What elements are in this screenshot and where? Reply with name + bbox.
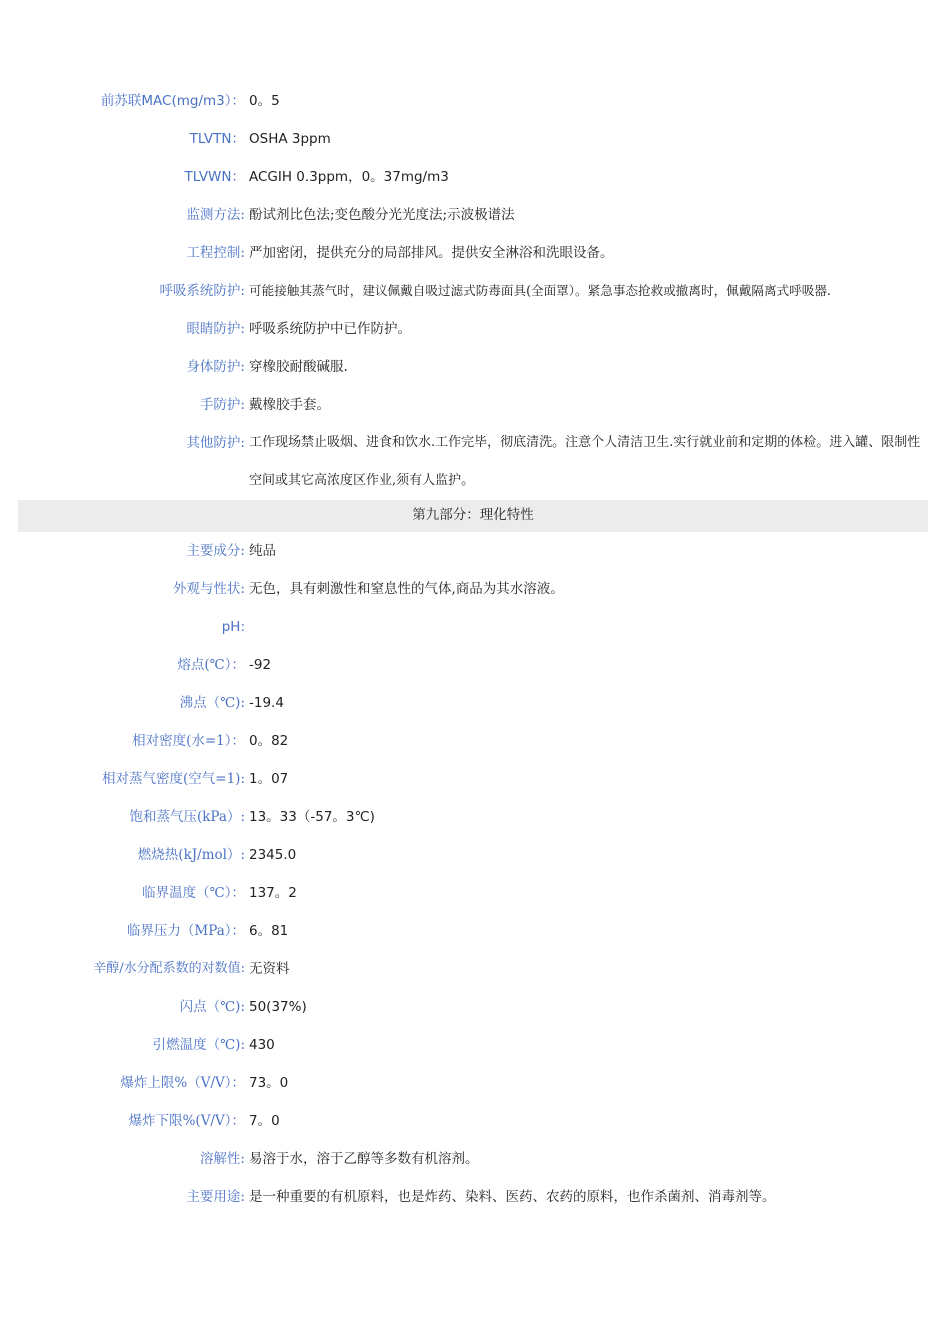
field-value: 工作现场禁止吸烟、进食和饮水.工作完毕，彻底清洗。注意个人清洁卫生.实行就业前和定期的体检。进入罐、限制性空间或其它高浓度区作业,须有人监护。: [249, 435, 921, 488]
field-label: 燃烧热(kJ/mol）:: [137, 847, 245, 863]
row-tlvtn: [18, 120, 928, 158]
field-value: 0。82: [249, 733, 289, 749]
row-boiling-point: [18, 684, 928, 722]
msds-document: [18, 82, 928, 1216]
field-value: 137。2: [249, 885, 297, 901]
row-ignition-temperature: [18, 1026, 928, 1064]
field-label: 相对蒸气密度(空气=1):: [102, 771, 245, 787]
row-vapor-pressure: [18, 798, 928, 836]
row-tlvwn: [18, 158, 928, 196]
field-label: 主要成分:: [186, 543, 245, 559]
field-value: 0。5: [249, 93, 280, 109]
field-label: 眼睛防护:: [186, 321, 245, 337]
field-value: -19.4: [249, 695, 284, 711]
field-value: 可能接触其蒸气时，建议佩戴自吸过滤式防毒面具(全面罩）。紧急事态抢救或撤离时，佩戴隔离式呼吸器.: [249, 283, 831, 298]
field-value: OSHA 3ppm: [249, 131, 331, 147]
row-ph: [18, 608, 928, 646]
row-engineering-control: [18, 234, 928, 272]
field-value: -92: [249, 657, 272, 673]
row-mac: [18, 82, 928, 120]
row-eye-protection: [18, 310, 928, 348]
row-critical-pressure: [18, 912, 928, 950]
field-label: 相对密度(水=1）：: [132, 733, 245, 749]
field-label: 爆炸下限%(V/V）：: [128, 1113, 245, 1129]
row-vapor-density: [18, 760, 928, 798]
row-monitoring-method: [18, 196, 928, 234]
row-main-component: [18, 532, 928, 570]
field-value: 无色，具有刺激性和窒息性的气体,商品为其水溶液。: [249, 581, 564, 597]
field-value: 430: [249, 1037, 275, 1053]
row-heat-of-combustion: [18, 836, 928, 874]
field-value: 50(37%): [249, 999, 307, 1015]
field-label: 监测方法:: [186, 207, 245, 223]
field-label: 身体防护:: [186, 359, 245, 375]
field-label: 辛醇/水分配系数的对数值:: [93, 961, 245, 976]
field-value: ACGIH 0.3ppm，0。37mg/m3: [249, 169, 449, 185]
row-upper-explosive-limit: [18, 1064, 928, 1102]
row-appearance: [18, 570, 928, 608]
field-value: 1。07: [249, 771, 289, 787]
field-label: 手防护:: [199, 397, 245, 413]
row-relative-density: [18, 722, 928, 760]
field-label: 前苏联MAC(mg/m3）：: [100, 93, 245, 109]
field-label: pH:: [221, 619, 245, 635]
field-value: 戴橡胶手套。: [249, 397, 330, 413]
row-respiratory-protection: [18, 272, 928, 310]
field-label: 呼吸系统防护:: [159, 283, 245, 299]
field-value: 是一种重要的有机原料，也是炸药、染料、医药、农药的原料，也作杀菌剂、消毒剂等。: [249, 1189, 776, 1205]
field-label: 闪点（℃):: [179, 999, 245, 1015]
field-value: 6。81: [249, 923, 289, 939]
field-label: 临界压力（MPa）：: [126, 923, 245, 939]
row-critical-temperature: [18, 874, 928, 912]
field-label: 饱和蒸气压(kPa）:: [129, 809, 245, 825]
field-label: 临界温度（℃）：: [142, 885, 245, 901]
field-label: 主要用途:: [186, 1189, 245, 1205]
section-heading: 第九部分：理化特性: [18, 500, 928, 532]
field-value: 13。33（-57。3℃): [249, 809, 375, 825]
field-label: TLVWN：: [184, 169, 245, 185]
field-value: 73。0: [249, 1075, 289, 1091]
row-body-protection: [18, 348, 928, 386]
row-partition-coefficient: [18, 950, 928, 988]
field-value: 酚试剂比色法;变色酸分光光度法;示波极谱法: [249, 207, 515, 223]
field-value: 呼吸系统防护中已作防护。: [249, 321, 411, 337]
field-label: 沸点（℃):: [179, 695, 245, 711]
field-value: 严加密闭，提供充分的局部排风。提供安全淋浴和洗眼设备。: [249, 245, 614, 261]
field-value: 穿橡胶耐酸碱服.: [249, 359, 348, 375]
field-label: 引燃温度（℃):: [152, 1037, 245, 1053]
field-value: 2345.0: [249, 847, 297, 863]
row-other-protection: [18, 424, 928, 500]
field-label: 其他防护:: [186, 435, 245, 451]
field-label: 熔点(℃）：: [177, 657, 245, 673]
row-lower-explosive-limit: [18, 1102, 928, 1140]
field-value: 纯品: [249, 543, 276, 559]
field-label: 工程控制:: [186, 245, 245, 261]
field-label: 外观与性状:: [172, 581, 245, 597]
field-label: TLVTN：: [189, 131, 245, 147]
row-main-uses: [18, 1178, 928, 1216]
row-solubility: [18, 1140, 928, 1178]
field-value: 7。0: [249, 1113, 280, 1129]
field-value: 无资料: [249, 961, 290, 977]
field-label: 溶解性:: [199, 1151, 245, 1167]
field-label: 爆炸上限%（V/V）：: [120, 1075, 245, 1091]
row-flash-point: [18, 988, 928, 1026]
field-value: 易溶于水，溶于乙醇等多数有机溶剂。: [249, 1151, 479, 1167]
row-melting-point: [18, 646, 928, 684]
row-hand-protection: [18, 386, 928, 424]
